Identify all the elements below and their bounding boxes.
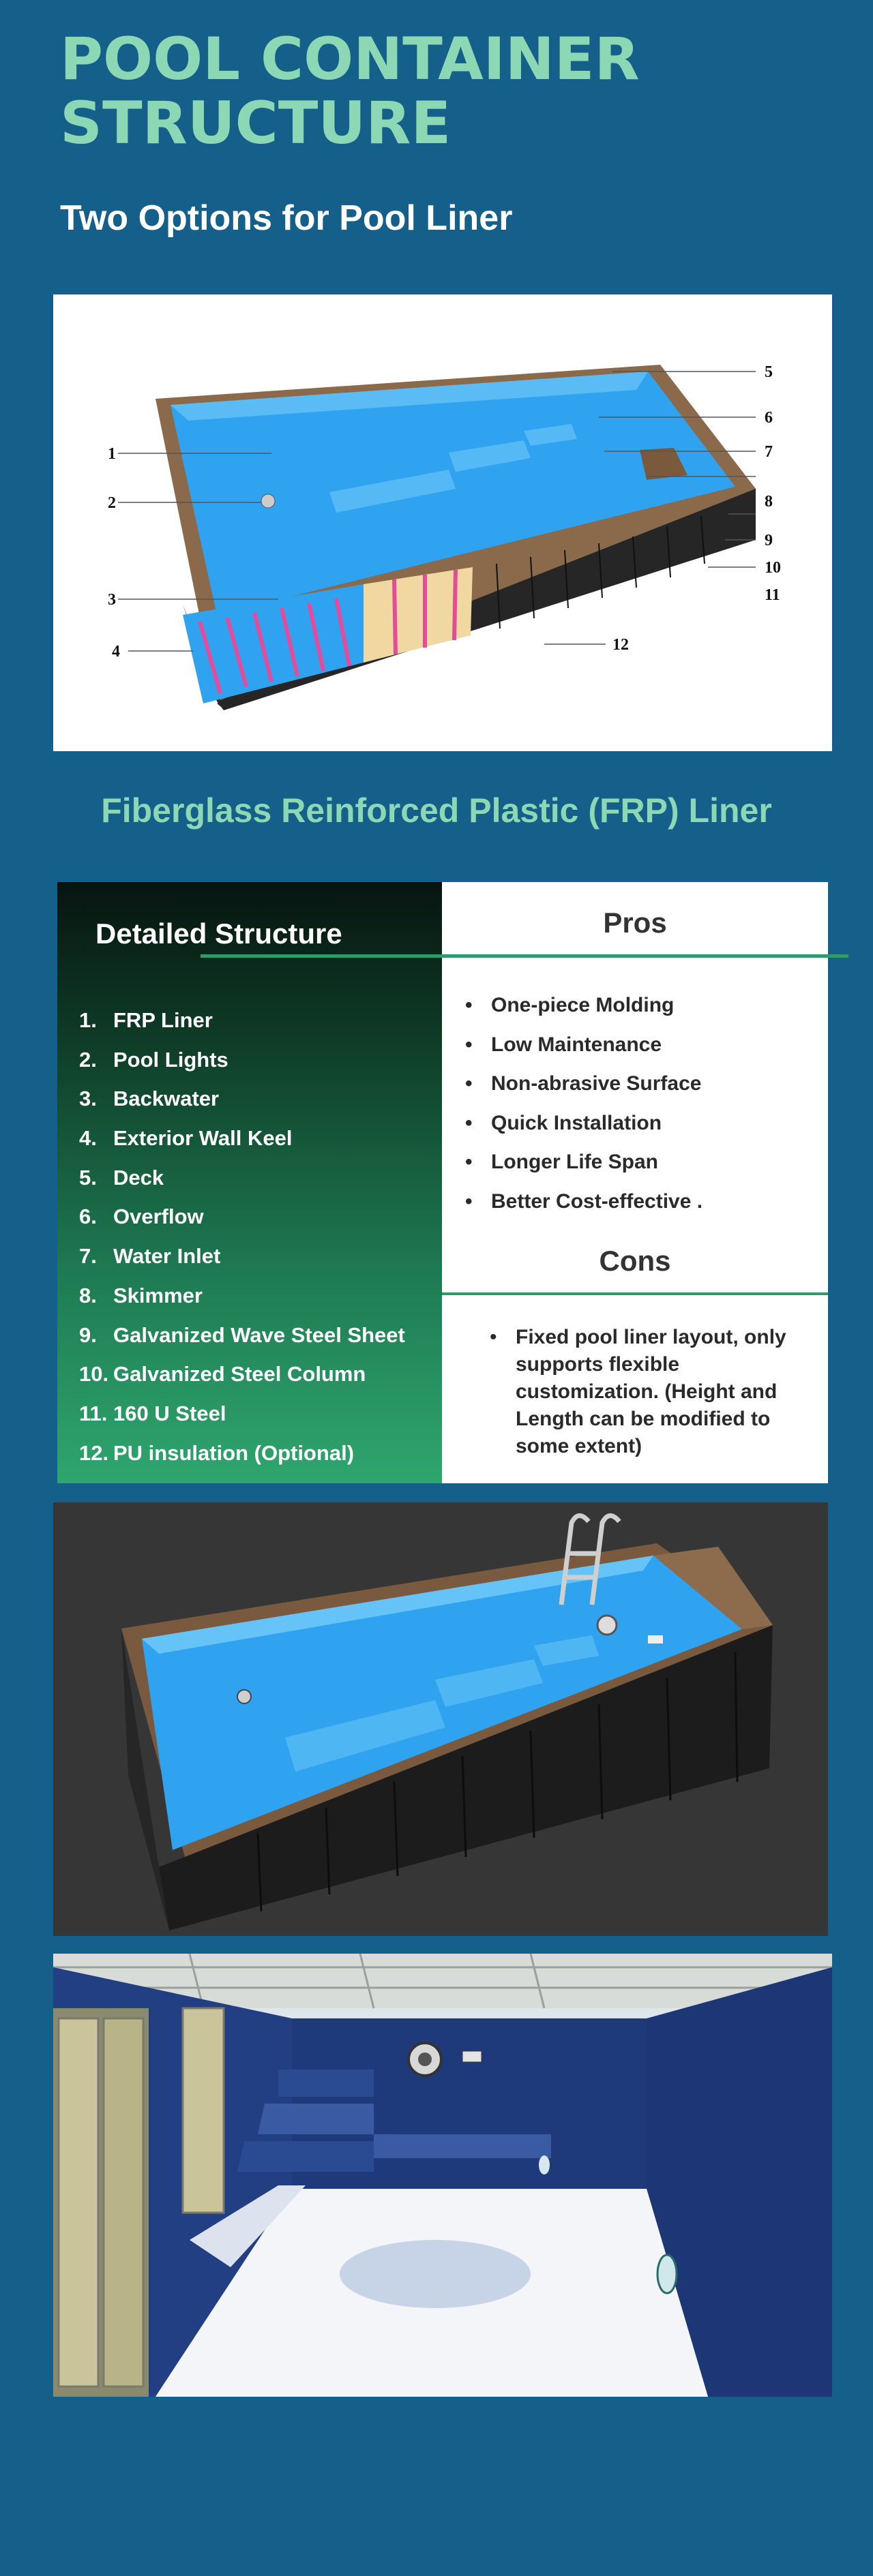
callout-10: 10 (765, 559, 781, 577)
list-item: 10. Galvanized Steel Column (79, 1362, 366, 1387)
list-item: • Low Maintenance (465, 1033, 662, 1056)
pool-interior-illustration (53, 1954, 832, 2397)
cons-title: Cons (599, 1245, 671, 1277)
callout-1: 1 (108, 445, 116, 463)
pool-render-image (53, 1502, 828, 1936)
callout-9: 9 (765, 532, 773, 549)
callout-12: 12 (612, 636, 629, 654)
list-item: 12. PU insulation (Optional) (79, 1440, 355, 1465)
list-item: 1. FRP Liner (79, 1008, 213, 1032)
list-item: 3. Backwater (79, 1087, 220, 1111)
list-item: 2. Pool Lights (79, 1047, 228, 1072)
pool-render-illustration (53, 1502, 828, 1936)
list-item: • Longer Life Span (465, 1151, 659, 1174)
list-item: 8. Skimmer (79, 1283, 203, 1307)
pool-interior-photo (53, 1954, 832, 2397)
list-item: • Better Cost-effective . (465, 1189, 703, 1213)
structure-column (57, 882, 442, 1483)
title-line-1: POOL CONTAINER (60, 25, 640, 93)
callout-11: 11 (765, 586, 780, 604)
list-item: 11. 160 U Steel (79, 1401, 226, 1425)
frp-section-title: Fiberglass Reinforced Plastic (FRP) Liner (101, 791, 772, 830)
callout-3: 3 (108, 591, 116, 609)
structure-table (57, 882, 828, 1483)
callout-7: 7 (765, 443, 773, 461)
list-item: 7. Water Inlet (79, 1244, 221, 1269)
list-item: • One-piece Molding (465, 994, 675, 1016)
page-title (60, 27, 640, 155)
list-item: • Non-abrasive Surface (465, 1072, 702, 1095)
pros-list (465, 986, 703, 1222)
list-item: 4. Exterior Wall Keel (79, 1126, 293, 1151)
pros-cons-column (442, 882, 828, 1483)
callout-4: 4 (112, 643, 120, 661)
structure-title: Detailed Structure (95, 918, 342, 950)
structure-list (79, 1001, 405, 1472)
structure-diagram-panel (53, 294, 832, 751)
bullet-icon: • (490, 1326, 497, 1348)
callout-8: 8 (765, 493, 773, 511)
callout-6: 6 (765, 409, 773, 427)
callout-2: 2 (108, 494, 116, 512)
list-item: • Quick Installation (465, 1111, 662, 1134)
structure-diagram (53, 294, 832, 751)
list-item: 9. Galvanized Wave Steel Sheet (79, 1322, 405, 1347)
callout-5: 5 (765, 363, 773, 381)
title-line-2: STRUCTURE (60, 89, 452, 157)
list-item: 6. Overflow (79, 1204, 204, 1229)
list-item: 5. Deck (79, 1165, 164, 1189)
page-subtitle: Two Options for Pool Liner (60, 198, 513, 238)
pros-title: Pros (603, 907, 667, 939)
cons-text: Fixed pool liner layout, only supports flexible customization. (Height and Length can be modified to some extent) (516, 1326, 786, 1457)
cons-divider (442, 1292, 828, 1295)
